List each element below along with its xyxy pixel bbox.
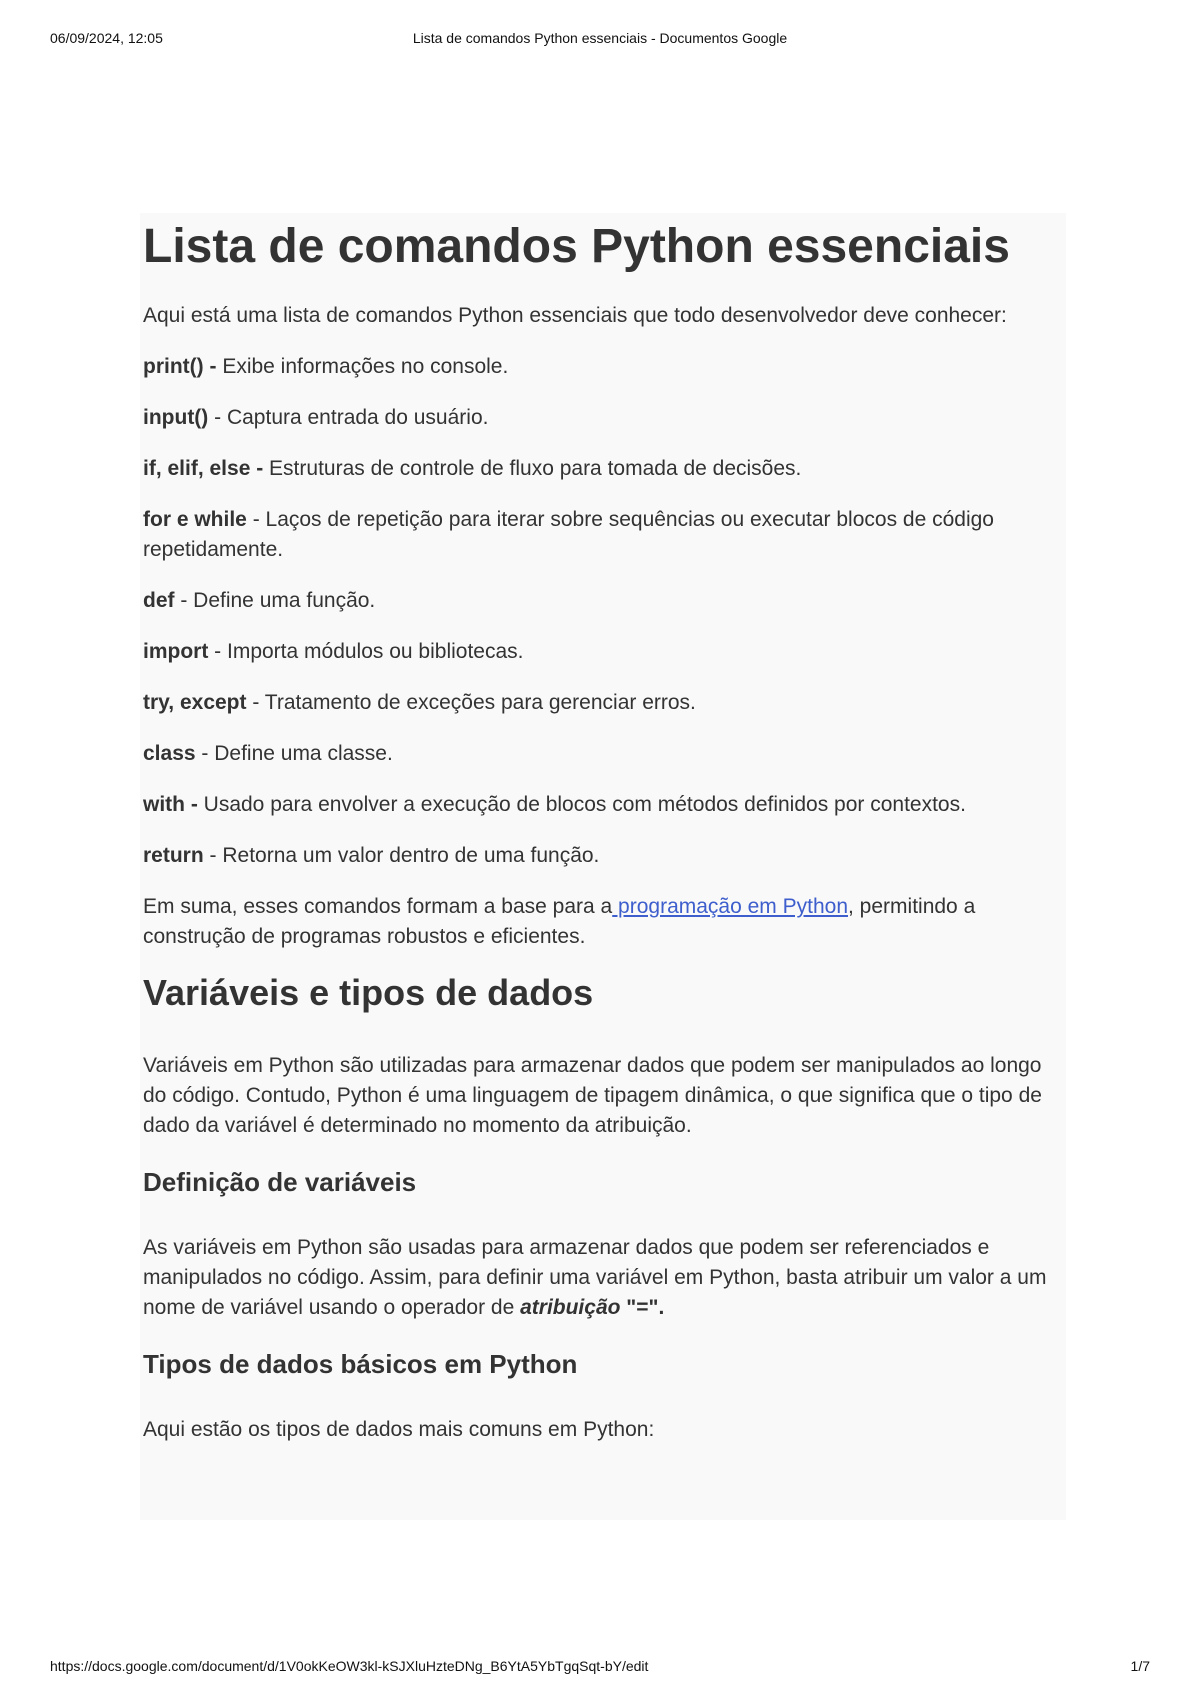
command-item-for-while <box>143 505 1063 565</box>
print-title: Lista de comandos Python essenciais - Documentos Google <box>412 30 788 46</box>
command-item-try <box>143 688 1063 718</box>
command-item-with <box>143 790 1063 820</box>
command-item-if <box>143 454 1063 484</box>
command-description: - Captura entrada do usuário. <box>208 406 489 429</box>
summary-text-after: , permitindo a construção de programas robustos e eficientes. <box>143 895 976 948</box>
assignment-operator: "=". <box>620 1296 665 1319</box>
command-item-class <box>143 739 1063 769</box>
command-description: Exibe informações no console. <box>216 355 509 378</box>
assignment-term: atribuição <box>520 1296 621 1319</box>
python-programming-link[interactable]: programação em Python <box>612 895 849 918</box>
command-keyword: print() - <box>143 355 217 378</box>
summary-paragraph <box>143 892 1063 952</box>
page-number: 1/7 <box>1130 1658 1150 1674</box>
command-keyword: return <box>143 844 204 867</box>
command-item-def <box>143 586 1063 616</box>
variable-definition-text: As variáveis em Python são usadas para armazenar dados que podem ser referenciados e manipulados no código. Assim, para definir uma variável em Python, basta atribuir um valor a um nome de variável usando o operador de <box>143 1236 1047 1319</box>
command-description: - Importa módulos ou bibliotecas. <box>208 640 524 663</box>
command-description: Estruturas de controle de fluxo para tomada de decisões. <box>263 457 802 480</box>
subheading-variable-definition: Definição de variáveis <box>143 1167 417 1197</box>
section-heading-variables: Variáveis e tipos de dados <box>143 972 594 1013</box>
command-keyword: import <box>143 640 209 663</box>
command-item-input <box>143 403 1063 433</box>
subheading-basic-types: Tipos de dados básicos em Python <box>143 1349 578 1379</box>
command-keyword: input() <box>143 406 209 429</box>
variable-definition-paragraph <box>143 1233 1063 1323</box>
intro-paragraph: Aqui está uma lista de comandos Python essenciais que todo desenvolvedor deve conhecer: <box>143 304 1007 327</box>
summary-text-before: Em suma, esses comandos formam a base para a <box>143 895 613 918</box>
print-url: https://docs.google.com/document/d/1V0okKeOW3kl-kSJXluHzteDNg_B6YtA5YbTgqSqt-bY/edit <box>50 1658 649 1674</box>
command-keyword: if, elif, else - <box>143 457 264 480</box>
command-keyword: with - <box>143 793 198 816</box>
variables-paragraph: Variáveis em Python são utilizadas para armazenar dados que podem ser manipulados ao longo do código. Contudo, Python é uma linguagem de tipagem dinâmica, o que significa que o tipo de dado da variável é determinado no momento da atribuição. <box>143 1054 1042 1137</box>
command-keyword: def <box>143 589 175 612</box>
command-keyword: try, except <box>143 691 247 714</box>
command-keyword: class <box>143 742 196 765</box>
command-item-return <box>143 841 1063 871</box>
command-description: Usado para envolver a execução de blocos com métodos definidos por contextos. <box>197 793 966 816</box>
command-description: - Define uma função. <box>174 589 376 612</box>
command-description: - Retorna um valor dentro de uma função. <box>203 844 600 867</box>
command-description: - Tratamento de exceções para gerenciar erros. <box>246 691 696 714</box>
basic-types-paragraph: Aqui estão os tipos de dados mais comuns em Python: <box>143 1418 655 1441</box>
command-keyword: for e while <box>143 508 247 531</box>
command-item-print <box>143 352 1063 382</box>
command-item-import <box>143 637 1063 667</box>
command-description: - Define uma classe. <box>195 742 393 765</box>
command-description: - Laços de repetição para iterar sobre sequências ou executar blocos de código repetidamente. <box>143 508 994 561</box>
page-title: Lista de comandos Python essenciais <box>143 220 1010 273</box>
print-footer <box>50 1658 1150 1678</box>
print-header <box>50 30 1150 50</box>
print-datetime: 06/09/2024, 12:05 <box>50 30 163 46</box>
document-body <box>140 213 1066 1520</box>
